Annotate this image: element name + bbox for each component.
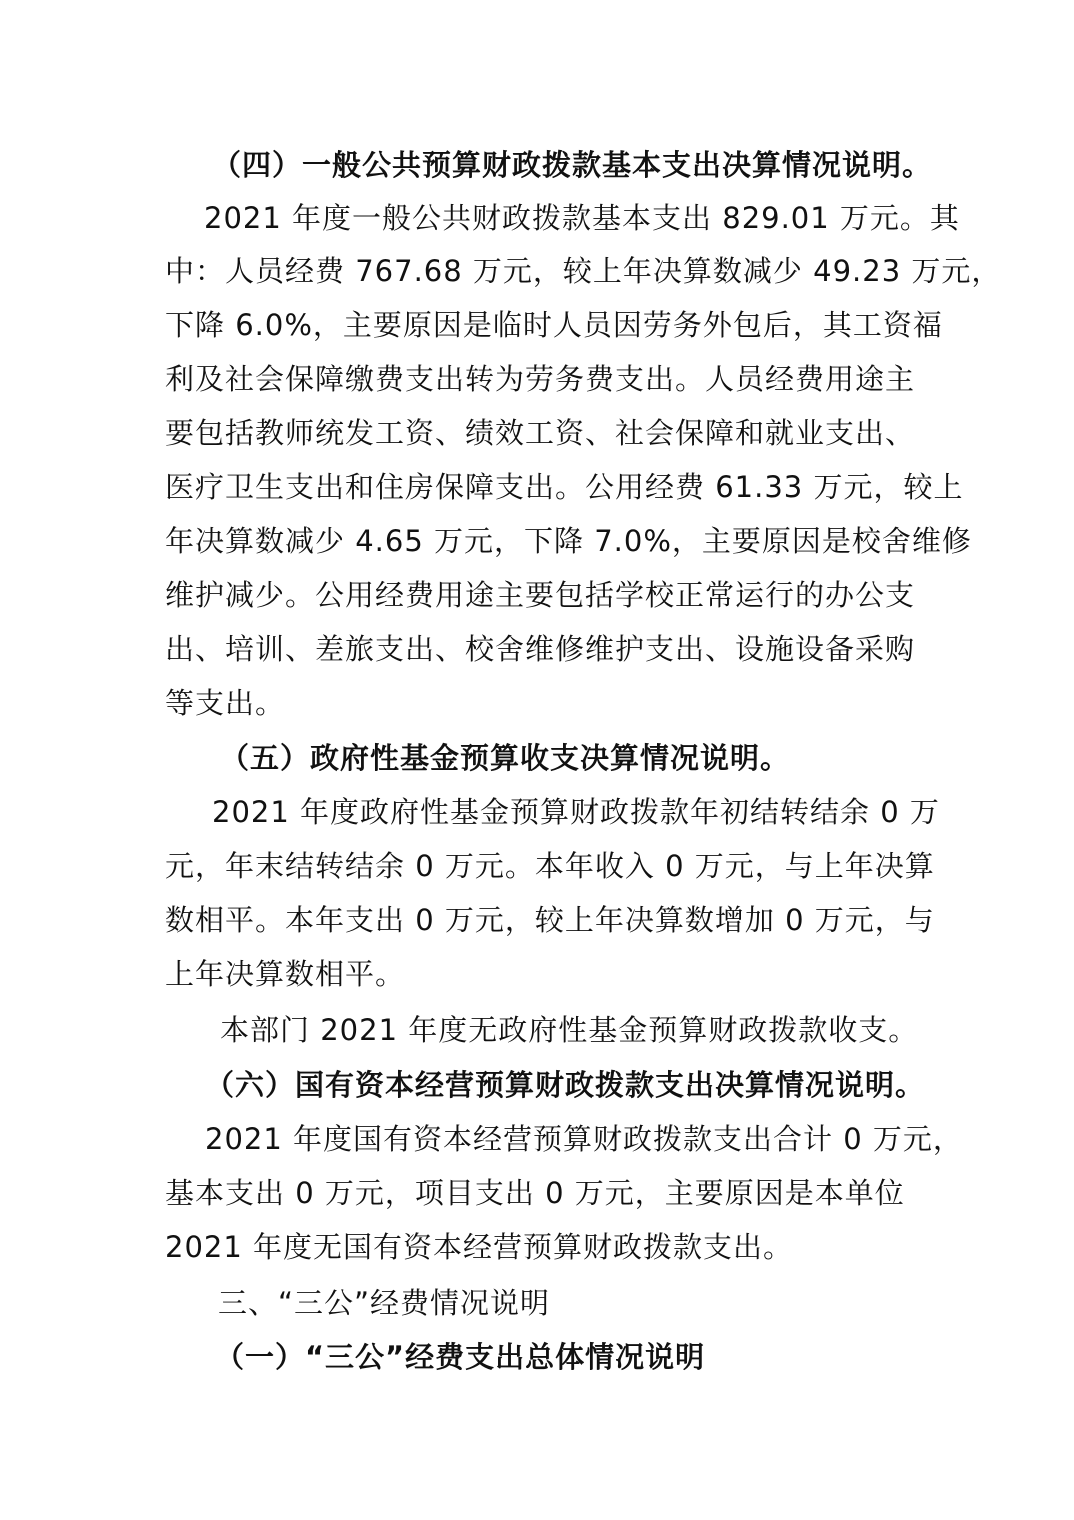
paragraph-line: 维护减少。公用经费用途主要包括学校正常运行的办公支 bbox=[165, 578, 916, 612]
paragraph-line: 要包括教师统发工资、绩效工资、社会保障和就业支出、 bbox=[165, 416, 916, 450]
paragraph-line: 中：人员经费 767.68 万元，较上年决算数减少 49.23 万元， bbox=[165, 254, 1002, 288]
heading-general-budget-basic-expenditure: （四）一般公共预算财政拨款基本支出决算情况说明。 bbox=[212, 148, 933, 182]
paragraph-line: 出、培训、差旅支出、校舍维修维护支出、设施设备采购 bbox=[165, 632, 916, 666]
heading-government-fund-budget: （五）政府性基金预算收支决算情况说明。 bbox=[220, 741, 791, 775]
paragraph-line: 2021 年度政府性基金预算财政拨款年初结转结余 0 万 bbox=[212, 795, 940, 829]
section-title-three-public-expenses: 三、“三公”经费情况说明 bbox=[218, 1286, 551, 1320]
paragraph-line: 利及社会保障缴费支出转为劳务费支出。人员经费用途主 bbox=[165, 362, 916, 396]
heading-three-public-expenses-overview: （一）“三公”经费支出总体情况说明 bbox=[215, 1340, 706, 1374]
paragraph-line: 2021 年度国有资本经营预算财政拨款支出合计 0 万元， bbox=[205, 1122, 963, 1156]
paragraph-line: 年决算数减少 4.65 万元，下降 7.0%，主要原因是校舍维修 bbox=[165, 524, 972, 558]
paragraph-line: 医疗卫生支出和住房保障支出。公用经费 61.33 万元，较上 bbox=[165, 470, 964, 504]
paragraph-line: 上年决算数相平。 bbox=[165, 957, 406, 991]
paragraph-line: 2021 年度无国有资本经营预算财政拨款支出。 bbox=[165, 1230, 794, 1264]
heading-state-capital-budget: （六）国有资本经营预算财政拨款支出决算情况说明。 bbox=[205, 1068, 926, 1102]
paragraph-line: 数相平。本年支出 0 万元，较上年决算数增加 0 万元，与 bbox=[165, 903, 935, 937]
paragraph-line: 基本支出 0 万元，项目支出 0 万元，主要原因是本单位 bbox=[165, 1176, 905, 1210]
paragraph-line: 本部门 2021 年度无政府性基金预算财政拨款收支。 bbox=[220, 1013, 919, 1047]
paragraph-line: 元，年末结转结余 0 万元。本年收入 0 万元，与上年决算 bbox=[165, 849, 935, 883]
paragraph-line: 2021 年度一般公共财政拨款基本支出 829.01 万元。其 bbox=[204, 201, 960, 235]
paragraph-line: 等支出。 bbox=[165, 686, 286, 720]
paragraph-line: 下降 6.0%，主要原因是临时人员因劳务外包后，其工资福 bbox=[165, 308, 943, 342]
